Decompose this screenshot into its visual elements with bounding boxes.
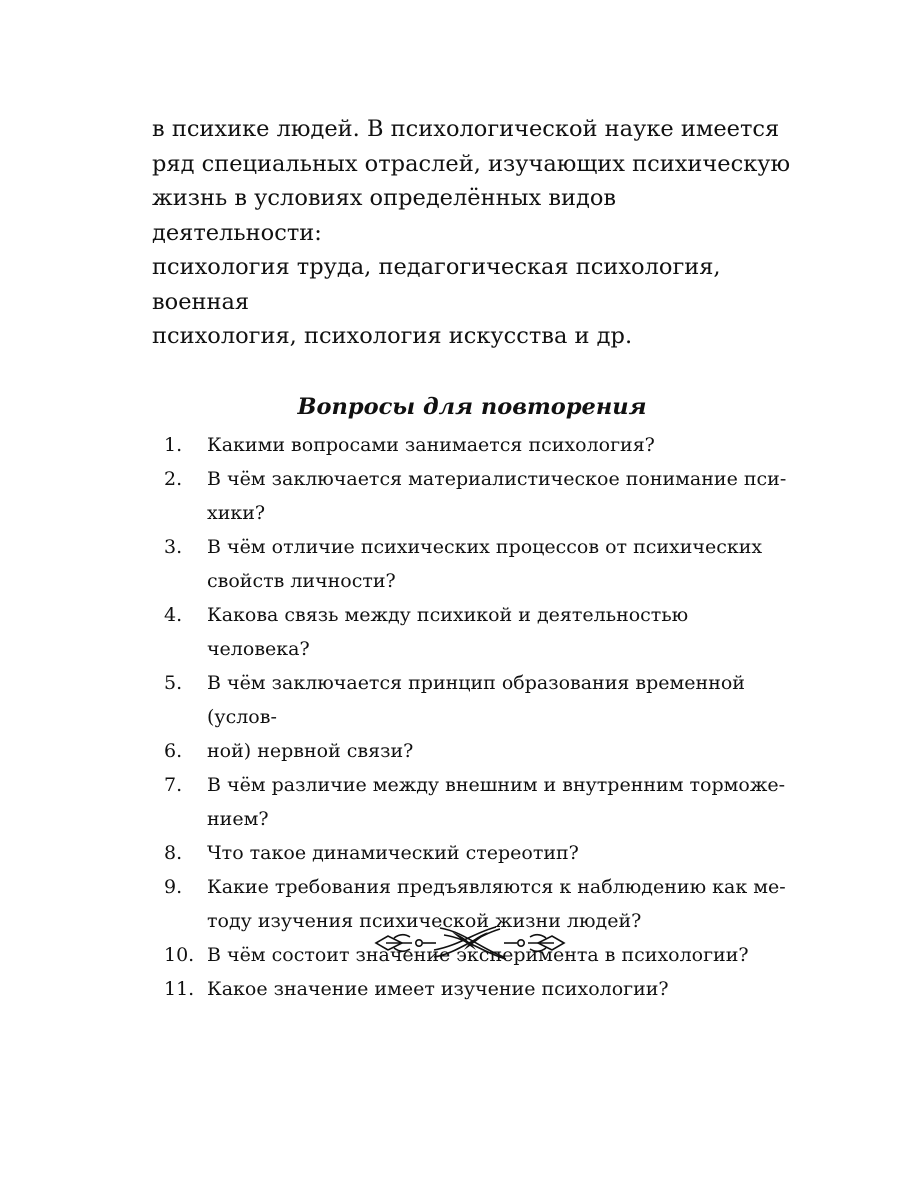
question-number: 8. [164, 841, 183, 864]
question-text: В чём различие между внешним и внутренним торможе- [207, 773, 785, 796]
question-text: Какими вопросами занимается психология? [207, 433, 655, 456]
question-number: 7. [164, 773, 183, 796]
question-number: 6. [164, 739, 183, 762]
question-item [152, 666, 792, 734]
question-item [152, 768, 792, 836]
question-item [152, 734, 792, 768]
question-text-continued: тоду изучения психической жизни людей? [207, 909, 642, 932]
question-number: 4. [164, 603, 183, 626]
question-item [152, 428, 792, 462]
question-item [152, 462, 792, 530]
question-text: В чём отличие психических процессов от психических [207, 535, 763, 558]
question-text-continued: хики? [207, 501, 266, 524]
question-text: В чём заключается материалистическое понимание пси- [207, 467, 787, 490]
laurel-crossed-ornament-icon [372, 924, 568, 962]
question-text: Какие требования предъявляются к наблюдению как ме- [207, 875, 786, 898]
question-text: Что такое динамический стереотип? [207, 841, 579, 864]
question-text: В чём состоит значение эксперимента в психологии? [207, 943, 749, 966]
question-number: 10. [164, 943, 195, 966]
question-number: 2. [164, 467, 183, 490]
intro-line: в психике людей. В психологической науке имеется [152, 116, 780, 142]
question-text: Какова связь между психикой и деятельностью человека? [207, 603, 689, 660]
question-number: 1. [164, 433, 183, 456]
page-content [152, 112, 792, 1006]
intro-line: психология труда, педагогическая психология, военная [152, 254, 721, 315]
question-item [152, 598, 792, 666]
question-text: В чём заключается принцип образования временной (услов- [207, 671, 745, 728]
question-number: 11. [164, 977, 195, 1000]
question-number: 3. [164, 535, 183, 558]
question-text-continued: нием? [207, 807, 269, 830]
question-text: ной) нервной связи? [207, 739, 414, 762]
question-item [152, 530, 792, 598]
intro-line: жизнь в условиях определённых видов деятельности: [152, 185, 617, 246]
question-number: 5. [164, 671, 183, 694]
questions-list [152, 428, 792, 1006]
question-item [152, 972, 792, 1006]
question-number: 9. [164, 875, 183, 898]
question-text: Какое значение имеет изучение психологии? [207, 977, 669, 1000]
question-text-continued: свойств личности? [207, 569, 396, 592]
intro-paragraph [152, 112, 792, 354]
intro-line: ряд специальных отраслей, изучающих психическую [152, 150, 791, 177]
section-title: Вопросы для повторения [297, 393, 647, 420]
question-item [152, 836, 792, 870]
intro-line: психология, психология искусства и др. [152, 323, 633, 349]
